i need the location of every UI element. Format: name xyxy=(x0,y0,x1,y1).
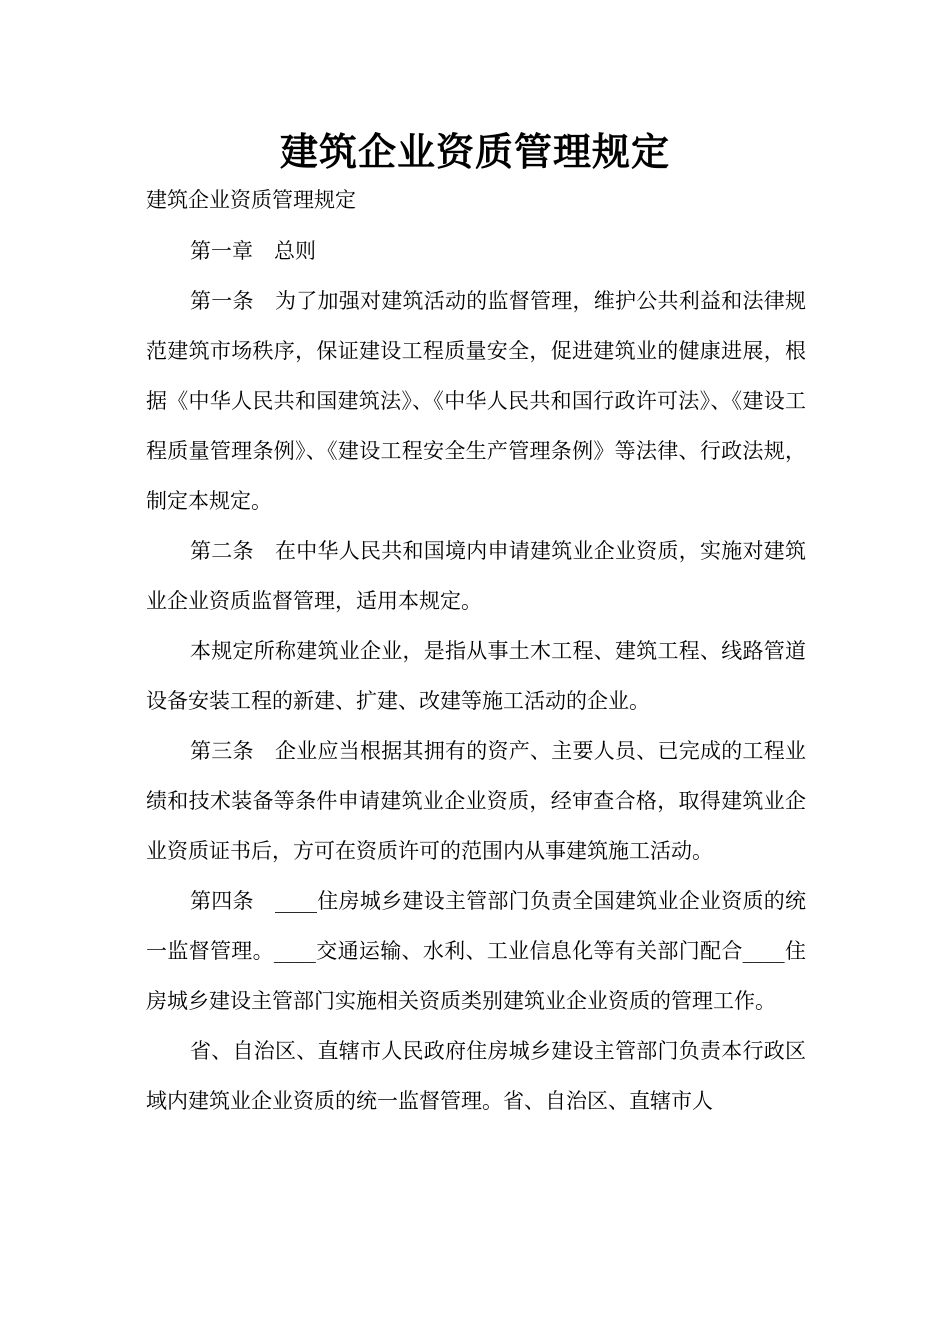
provincial-paragraph: 省、自治区、直辖市人民政府住房城乡建设主管部门负责本行政区域内建筑业企业资质的统一监督管理。省、自治区、直辖市人 xyxy=(146,1039,806,1113)
article-1-paragraph: 第一条 为了加强对建筑活动的监督管理，维护公共利益和法律规范建筑市场秩序，保证建设工程质量安全，促进建筑业的健康进展，根据《中华人民共和国建筑法》、《中华人民共和国行政许可法》、《建设工程质量管理条例》、《建设工程安全生产管理条例》等法律、行政法规，制定本规定。 xyxy=(146,289,806,513)
article-2-paragraph: 第二条 在中华人民共和国境内申请建筑业企业资质，实施对建筑业企业资质监督管理，适用本规定。 xyxy=(146,539,806,613)
chapter-heading: 第一章 总则 xyxy=(190,239,316,263)
article-4-paragraph: 第四条 ____住房城乡建设主管部门负责全国建筑业企业资质的统一监督管理。____交通运输、水利、工业信息化等有关部门配合____住房城乡建设主管部门实施相关资质类别建筑业企业资质的管理工作。 xyxy=(146,889,806,1013)
definition-paragraph: 本规定所称建筑业企业，是指从事土木工程、建筑工程、线路管道设备安装工程的新建、扩建、改建等施工活动的企业。 xyxy=(146,639,806,713)
document-subtitle: 建筑企业资质管理规定 xyxy=(146,188,356,212)
document-body xyxy=(146,226,806,1126)
document-title: 建筑企业资质管理规定 xyxy=(279,130,670,174)
article-3-paragraph: 第三条 企业应当根据其拥有的资产、主要人员、已完成的工程业绩和技术装备等条件申请建筑业企业资质，经审查合格，取得建筑业企业资质证书后，方可在资质许可的范围内从事建筑施工活动。 xyxy=(146,739,806,863)
